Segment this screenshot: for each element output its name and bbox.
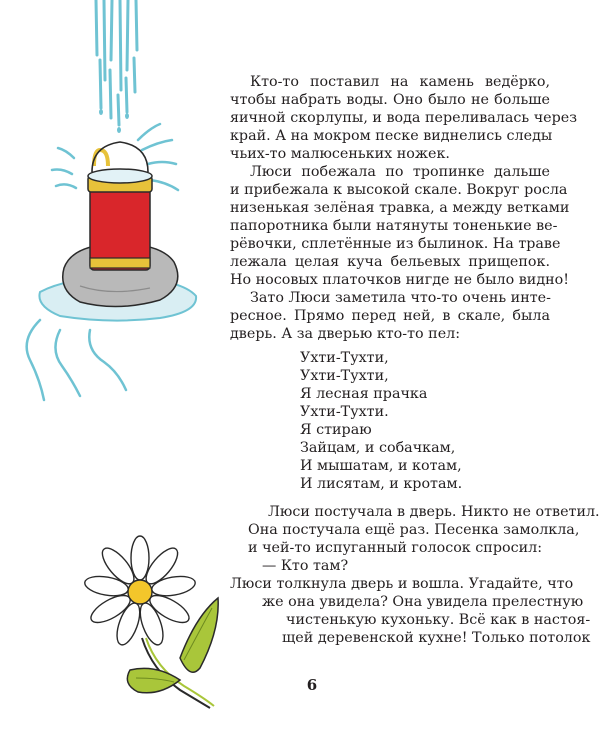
- text-line: Люси побежала по тропинке дальше: [250, 164, 550, 180]
- daisy-leaf: [180, 598, 218, 672]
- text-line: чистенькую кухоньку. Всё как в настоя-: [286, 612, 591, 628]
- song-line: Ухти-Тухти,: [300, 350, 389, 366]
- text-line: Люси постучала в дверь. Никто не ответил.: [268, 504, 600, 520]
- song-line: И лисятам, и кротам.: [300, 476, 463, 492]
- song-line: Я лесная прачка: [300, 386, 428, 402]
- song-line: Ухти-Тухти,: [300, 368, 389, 384]
- text-line: же она увидела? Она увидела прелестную: [262, 594, 584, 610]
- song-line: Я стираю: [300, 422, 372, 438]
- text-line: рёвочки, сплетённые из былинок. На траве: [230, 236, 561, 252]
- text-line: дверь. А за дверью кто-то пел:: [230, 326, 461, 342]
- song-line: Зайцам, и собачкам,: [300, 440, 456, 456]
- water-trail: [27, 320, 126, 400]
- text-line: папоротника были натянуты тоненькие ве-: [230, 218, 558, 234]
- text-line: ресное. Прямо перед ней, в скале, была: [230, 308, 550, 324]
- text-line: Кто-то поставил на камень ведёрко,: [250, 74, 550, 90]
- daisy-center: [128, 580, 152, 604]
- daisy-leaf: [127, 668, 180, 692]
- text-line: чьих-то малюсеньких ножек.: [230, 146, 450, 162]
- text-line: и прибежала к высокой скале. Вокруг росла: [230, 182, 568, 198]
- text-line: Зато Люси заметила что-то очень инте-: [250, 290, 551, 306]
- bucket-on-stone-illustration: [0, 0, 240, 420]
- daisy-illustration: [60, 520, 260, 720]
- text-line: — Кто там?: [262, 558, 349, 574]
- song-line: И мышатам, и котам,: [300, 458, 462, 474]
- text-line: низенькая зелёная травка, а между ветками: [230, 200, 570, 216]
- text-line: щей деревенской кухне! Только потолок: [282, 630, 591, 646]
- text-line: и чей-то испуганный голосок спросил:: [248, 540, 543, 556]
- text-line: чтобы набрать воды. Оно было не больше: [230, 92, 550, 108]
- song-line: Ухти-Тухти.: [300, 404, 389, 420]
- text-line: лежала целая куча бельевых прищепок.: [230, 254, 550, 270]
- text-line: Она постучала ещё раз. Песенка замолкла,: [248, 522, 580, 538]
- text-line: яичной скорлупы, и вода переливалась через: [230, 110, 578, 126]
- text-line: Но носовых платочков нигде не было видно!: [230, 272, 570, 288]
- text-line: Люси толкнула дверь и вошла. Угадайте, что: [230, 576, 574, 592]
- page-number: 6: [306, 676, 318, 694]
- text-line: край. А на мокром песке виднелись следы: [230, 128, 553, 144]
- bucket: [88, 142, 152, 270]
- water-stream: [96, 0, 137, 125]
